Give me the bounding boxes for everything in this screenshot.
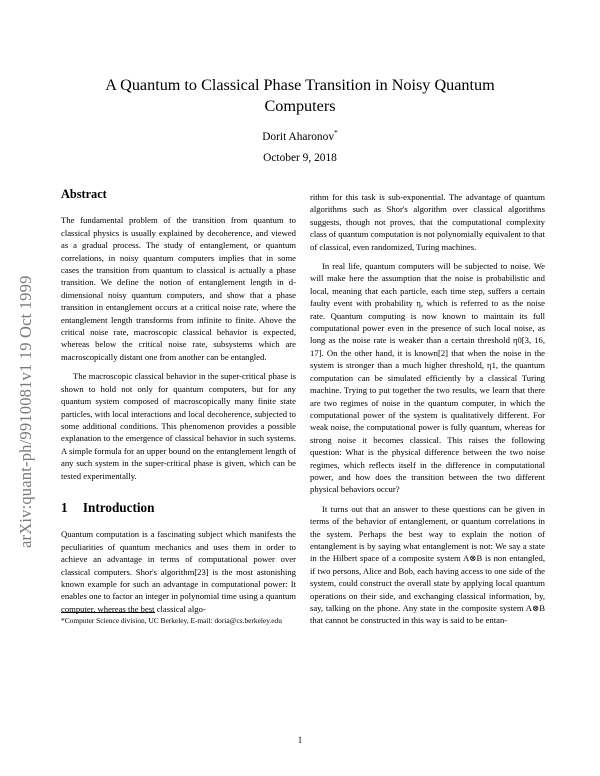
footnote-affiliation: *Computer Science division, UC Berkeley, E-mail: doria@cs.berkeley.edu [61, 616, 282, 625]
footnote-rule [61, 612, 155, 613]
abstract-heading: Abstract [61, 187, 107, 201]
right-paragraph-3: It turns out that an answer to these questions can be given in terms of the behavior of entanglement, or quantum correlations in the system. Perhaps the best way to explain the notion of entanglement is by saying what entanglement is not: We say a state in the Hilbert space of a composite system A⊗B is non entangled, if two persons, Alice and Bob, each having access to one side of the system, could construct the overall state by applying local quantum operations on their side, and exchanging classical information, by, say, talking on the phone. Any state in the composite system A⊗B that cannot be constructed in this way is said to be entan- [310, 503, 545, 626]
abstract-paragraph-2: The macroscopic classical behavior in the super-critical phase is shown to hold not only for quantum computers, but for any quantum system composed of macroscopically many finite state particles, with local interactions and local decoherence, subjected to some additional conditions. This phenomenon provides a possible explanation to the emergence of classical behavior in such systems. A simple formula for an upper bound on the entanglement length of any such system in the super-critical phase is given, which can be tested experimentally. [61, 371, 296, 481]
author-line [70, 128, 530, 143]
right-paragraph-2: In real life, quantum computers will be subjected to noise. We will make here the assumption that the noise is probabilistic and local, meaning that each particle, each time step, suffers a certain faulty event with probability η, which is referred to as the noise rate. Quantum computing is now known to maintain its full computational power even in the presence of such local noise, as long as the noise rate is weaker than a certain threshold η0[3, 16, 17]. On the other hand, it is known[2] that when the noise in the system is stronger than a much higher threshold, η1, the quantum computation can be simulated efficiently by a classical Turing machine. Trying to put together the two results, we learn that there are two regimes of noise in the quantum computer, in which the computational power of the system is qualitatively different. For weak noise, the computational power is fully quantum, whereas for strong noise it becomes classical. This raises the following question: What is the physical difference between the two noise regimes, which reflects itself in the difference in computational power, and how does the transition between the two different physical behaviors occur? [310, 261, 545, 495]
section-heading-introduction: 1 Introduction [61, 499, 155, 515]
arxiv-identifier: arXiv:quant-ph/9910081v1 19 Oct 1999 [16, 275, 35, 548]
paper-title: A Quantum to Classical Phase Transition in Noisy Quantum Computers [105, 76, 495, 115]
left-column [61, 188, 296, 615]
intro-paragraph-1: Quantum computation is a fascinating subject which manifests the peculiarities of quantum mechanics and uses them in order to achieve an advantage in terms of computational power over classical computers. Shor's algorithm[23] is the most astonishing known example for such an advantage in computational power: It enables one to factor an integer in polynomial time using a quantum computer, whereas the best classical algo- [61, 529, 296, 614]
page-number: 1 [297, 735, 303, 745]
paper-date: October 9, 2018 [263, 152, 337, 164]
author-footnote-mark: * [334, 128, 338, 137]
right-paragraph-1: rithm for this task is sub-exponential. The advantage of quantum algorithms such as Shor's algorithm over classical algorithms suggests, though not proves, that the computational complexity class of quantum computation is not polynomially equivalent to that of classical, even randomized, Turing machines. [310, 192, 545, 252]
author-name: Dorit Aharonov [262, 130, 335, 143]
abstract-paragraph-1: The fundamental problem of the transition from quantum to classical physics is usually explained by decoherence, and viewed as a gradual process. The study of entanglement, or quantum correlations, in noisy quantum computers implies that in some cases the transition from quantum to classical is actually a phase transition. We define the notion of entanglement length in d-dimensional noisy quantum computers, and show that a phase transition in entanglement occurs at a critical noise rate, where the entanglement length transforms from infinite to finite. Above the critical noise rate, macroscopic classical behavior is expected, whereas below the critical noise rate, subsystems which are macroscopically distant one from another can be entangled. [61, 215, 296, 362]
right-column [310, 191, 545, 627]
